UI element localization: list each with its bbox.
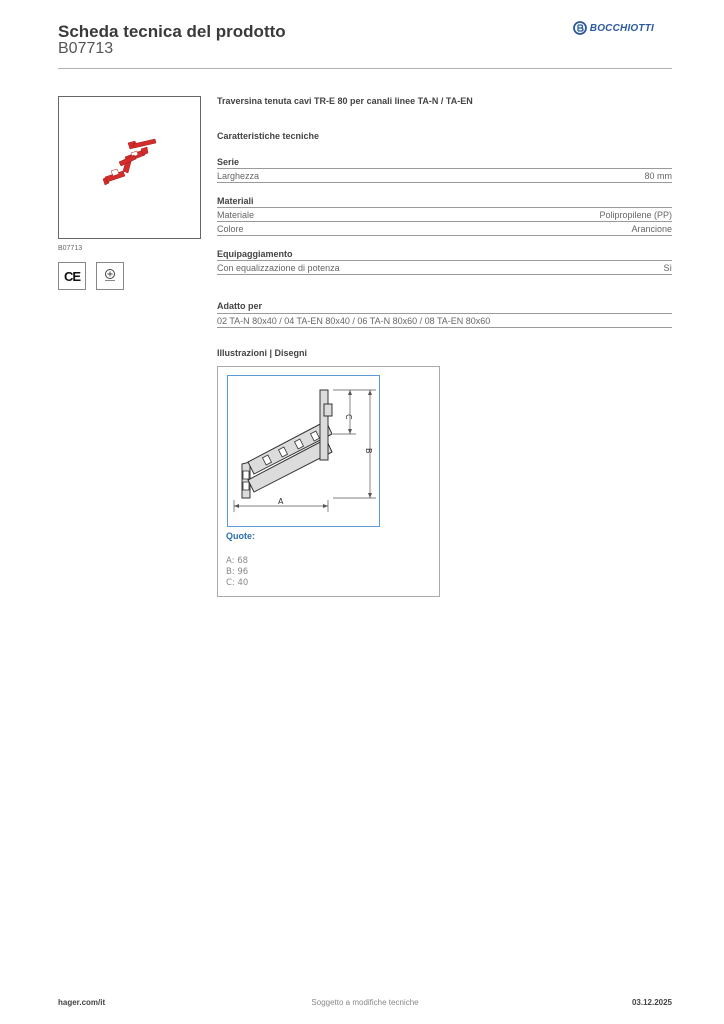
- section-title-adatto-per: Adatto per: [217, 301, 262, 311]
- product-code-label: B07713: [58, 245, 83, 252]
- spec-label: Colore: [217, 224, 244, 234]
- section-title-materiali: Materiali: [217, 196, 254, 206]
- illustration-frame: [217, 366, 440, 597]
- product-image: [59, 97, 200, 238]
- spec-value: Polipropilene (PP): [599, 210, 672, 220]
- brand-name: BOCCHIOTTI: [589, 22, 654, 34]
- footer-website[interactable]: hager.com/it: [58, 998, 106, 1007]
- brand-logo: [573, 20, 654, 36]
- footer-note: Soggetto a modifiche tecniche: [311, 998, 419, 1007]
- spec-row: [217, 207, 672, 221]
- specs-heading: Caratteristiche tecniche: [217, 131, 320, 141]
- ce-mark-badge: [58, 262, 86, 290]
- quote-b: B: 96: [226, 567, 249, 577]
- page-footer: [58, 998, 672, 1010]
- illustrations-title: Illustrazioni | Disegni: [217, 348, 308, 358]
- page-title: Scheda tecnica del prodotto: [58, 22, 286, 41]
- spec-label: Larghezza: [217, 171, 260, 181]
- quote-a: A: 68: [226, 556, 249, 566]
- spec-value: Arancione: [631, 224, 672, 234]
- spec-label: 02 TA-N 80x40 / 04 TA-EN 80x40 / 06 TA-N 80x60 / 08 TA-EN 80x60: [217, 316, 491, 326]
- dim-label-b: B: [364, 448, 373, 454]
- spec-value: 80 mm: [644, 171, 672, 181]
- spec-label: Materiale: [217, 210, 255, 220]
- quote-title: Quote:: [226, 531, 255, 541]
- row-divider: [217, 274, 672, 275]
- spec-value: Sì: [663, 263, 672, 273]
- spec-row: [217, 313, 672, 327]
- dim-label-c: C: [344, 414, 353, 420]
- technical-drawing-svg: [228, 376, 379, 526]
- dim-label-a: A: [278, 497, 284, 506]
- certification-seal-icon: [100, 266, 120, 286]
- row-divider: [217, 235, 672, 236]
- footer-date: 03.12.2025: [631, 998, 672, 1007]
- certification-badge: [96, 262, 124, 290]
- page-header: [58, 20, 672, 70]
- section-title-serie: Serie: [217, 157, 240, 167]
- row-divider: [217, 182, 672, 183]
- spec-row: [217, 168, 672, 182]
- section-title-equipaggiamento: Equipaggiamento: [217, 249, 293, 259]
- ce-mark-label: CE: [63, 268, 81, 284]
- product-name: Traversina tenuta cavi TR-E 80 per canali linee TA-N / TA-EN: [217, 96, 473, 106]
- product-image-frame: [58, 96, 201, 239]
- spec-row: [217, 260, 672, 274]
- bocchiotti-logo-icon: [573, 21, 587, 35]
- product-code: B07713: [58, 40, 114, 57]
- header-divider: [58, 68, 672, 69]
- quote-c: C: 40: [226, 578, 249, 588]
- spec-label: Con equalizzazione di potenza: [217, 263, 340, 273]
- technical-drawing: [227, 375, 380, 527]
- row-divider: [217, 327, 672, 328]
- spec-row: [217, 221, 672, 235]
